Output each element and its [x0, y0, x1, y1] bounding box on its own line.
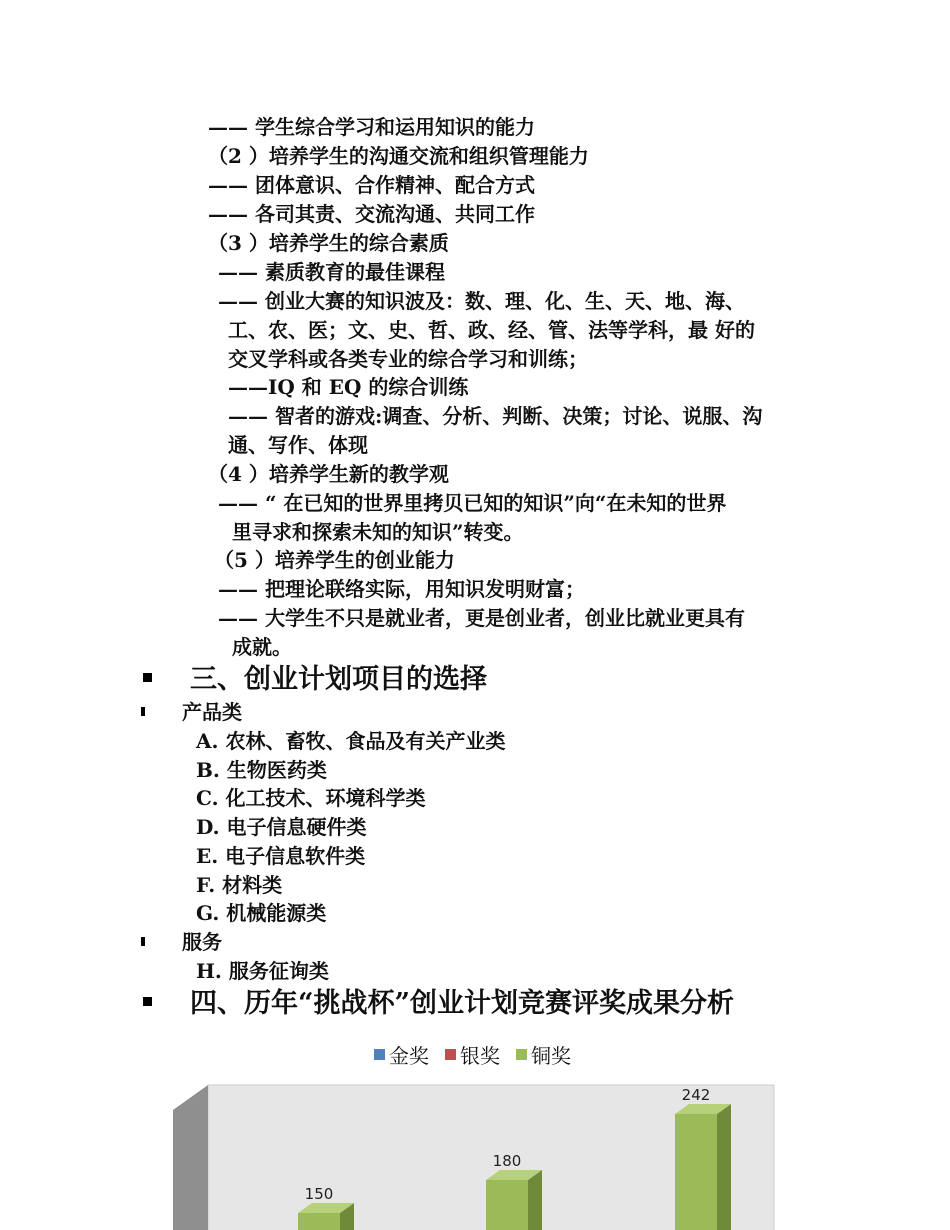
legend-label: 金奖 — [389, 1044, 429, 1068]
bar-chart — [0, 1070, 950, 1230]
legend-item — [516, 1040, 571, 1069]
text-line: —— 素质教育的最佳课程 — [218, 260, 445, 284]
text-line: —— 把理论联络实际，用知识发明财富； — [218, 577, 585, 601]
text-line: —— 创业大赛的知识波及：数、理、化、生、天、地、海、 — [218, 289, 745, 313]
text-line: 工、农、医；文、史、哲、政、经、管、法等学科，最 好的 — [228, 318, 755, 342]
bar — [486, 1180, 528, 1230]
product-item: E. 电子信息软件类 — [196, 843, 366, 868]
category-bullet — [141, 937, 145, 946]
category-product: 产品类 — [182, 700, 242, 724]
text-line: （3 ）培养学生的综合素质 — [208, 231, 449, 255]
category-bullet — [141, 707, 145, 716]
legend-swatch — [445, 1049, 456, 1060]
data-label: 150 — [304, 1185, 334, 1203]
text-line: （4 ）培养学生新的教学观 — [208, 462, 449, 486]
text-line: —— 学生综合学习和运用知识的能力 — [208, 115, 535, 139]
chart-legend — [374, 1040, 571, 1069]
legend-label: 银奖 — [460, 1044, 500, 1068]
text-line: —— 团体意识、合作精神、配合方式 — [208, 173, 535, 197]
text-line: —— 大学生不只是就业者，更是创业者，创业比就业更具有 — [218, 606, 745, 630]
section-bullet — [143, 997, 152, 1006]
text-line: ——IQ 和 EQ 的综合训练 — [228, 375, 469, 399]
product-item: D. 电子信息硬件类 — [196, 815, 367, 840]
section4-heading: 四、历年“挑战杯”创业计划竞赛评奖成果分析 — [190, 988, 735, 1019]
text-line: 成就。 — [232, 635, 292, 659]
product-item: F. 材料类 — [196, 872, 283, 897]
bar — [675, 1114, 717, 1230]
text-line: （2 ）培养学生的沟通交流和组织管理能力 — [208, 144, 589, 168]
product-item: B. 生物医药类 — [196, 757, 327, 782]
data-label: 242 — [681, 1086, 711, 1104]
product-item: G. 机械能源类 — [196, 901, 327, 926]
plot-side-wall — [173, 1085, 208, 1230]
data-label: 180 — [492, 1152, 522, 1170]
category-service: 服务 — [182, 930, 222, 954]
legend-item — [445, 1040, 500, 1069]
text-line: —— 智者的游戏:调查、分析、判断、决策；讨论、说服、沟 — [228, 404, 763, 428]
section3-heading: 三、创业计划项目的选择 — [190, 664, 487, 695]
bar-side — [528, 1170, 542, 1230]
service-item: H. 服务征询类 — [196, 959, 329, 983]
section-bullet — [143, 673, 152, 682]
text-line: （5 ）培养学生的创业能力 — [214, 548, 455, 572]
product-item: C. 化工技术、环境科学类 — [196, 786, 426, 811]
bar-side — [717, 1104, 731, 1230]
legend-swatch — [374, 1049, 385, 1060]
product-item: A. 农林、畜牧、食品及有关产业类 — [196, 729, 506, 753]
legend-swatch — [516, 1049, 527, 1060]
legend-label: 铜奖 — [531, 1044, 571, 1068]
text-line: —— 各司其责、交流沟通、共同工作 — [208, 202, 535, 226]
bar — [298, 1213, 340, 1230]
legend-item — [374, 1040, 429, 1069]
text-line: —— “ 在已知的世界里拷贝已知的知识”向“在未知的世界 — [218, 491, 727, 515]
text-line: 交叉学科或各类专业的综合学习和训练； — [228, 347, 588, 371]
text-line: 通、写作、体现 — [228, 433, 368, 457]
text-line: 里寻求和探索未知的知识”转变。 — [232, 520, 524, 544]
